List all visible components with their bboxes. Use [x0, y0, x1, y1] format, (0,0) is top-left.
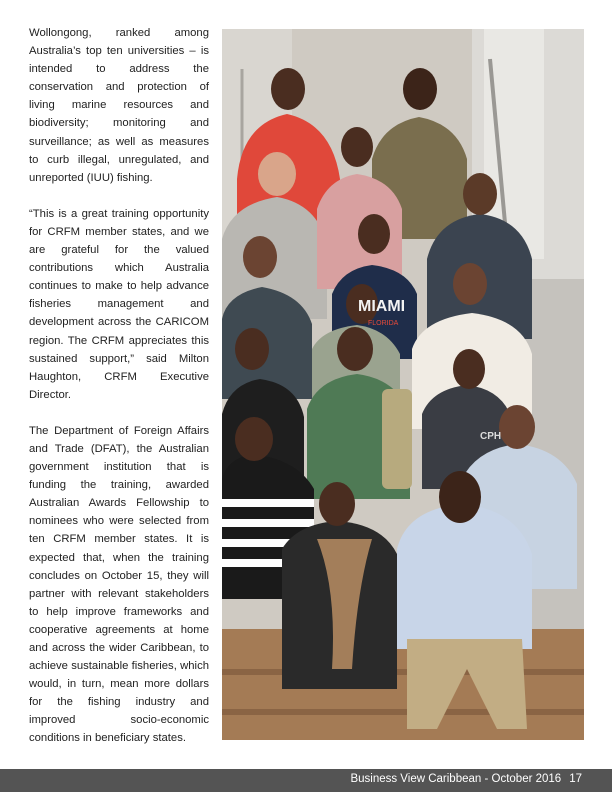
page-footer — [0, 769, 612, 792]
publication-name: Business View Caribbean - October 2016 — [350, 773, 562, 785]
shirt-text-miami: MIAMI — [358, 298, 406, 315]
article-column — [29, 24, 209, 766]
page-number: 17 — [569, 773, 582, 785]
footer-caption — [350, 773, 582, 785]
group-photo — [222, 29, 584, 740]
shirt-text-florida: FLORIDA — [368, 320, 399, 327]
article-paragraph-3: The Department of Foreign Affairs and Trade (DFAT), the Australian government institution that is funding the training, awarded Australian Awards Fellowship to nominees who were selected from ten CRFM member states. It is expected that, when the training concludes on October 15, they will partner with relevant stakeholders to help improve frameworks and cooperative agreements at home and across the wider Caribbean, to achieve sustainable fisheries, which would, in turn, mean more dollars for the fishing industry and improved socio-economic conditions in beneficiary states. — [29, 424, 209, 745]
article-paragraph-2: “This is a great training opportunity for CRFM member states, and we are grateful for the valued contributions which Australia continues to make to help advance fisheries management and development across the CARICOM region. The CRFM appreciates this sustained support,” said Milton Haughton, CRFM Executive Director. — [29, 207, 209, 401]
shirt-text-cph: CPH — [480, 431, 502, 442]
article-paragraph-1: Wollongong, ranked among Australia’s top ten universities – is intended to address the conservation and protection of living marine resources and biodiversity; monitoring and surveillance; as well as measures to curb illegal, unregulated, and unreported (IUU) fishing. — [29, 27, 209, 184]
